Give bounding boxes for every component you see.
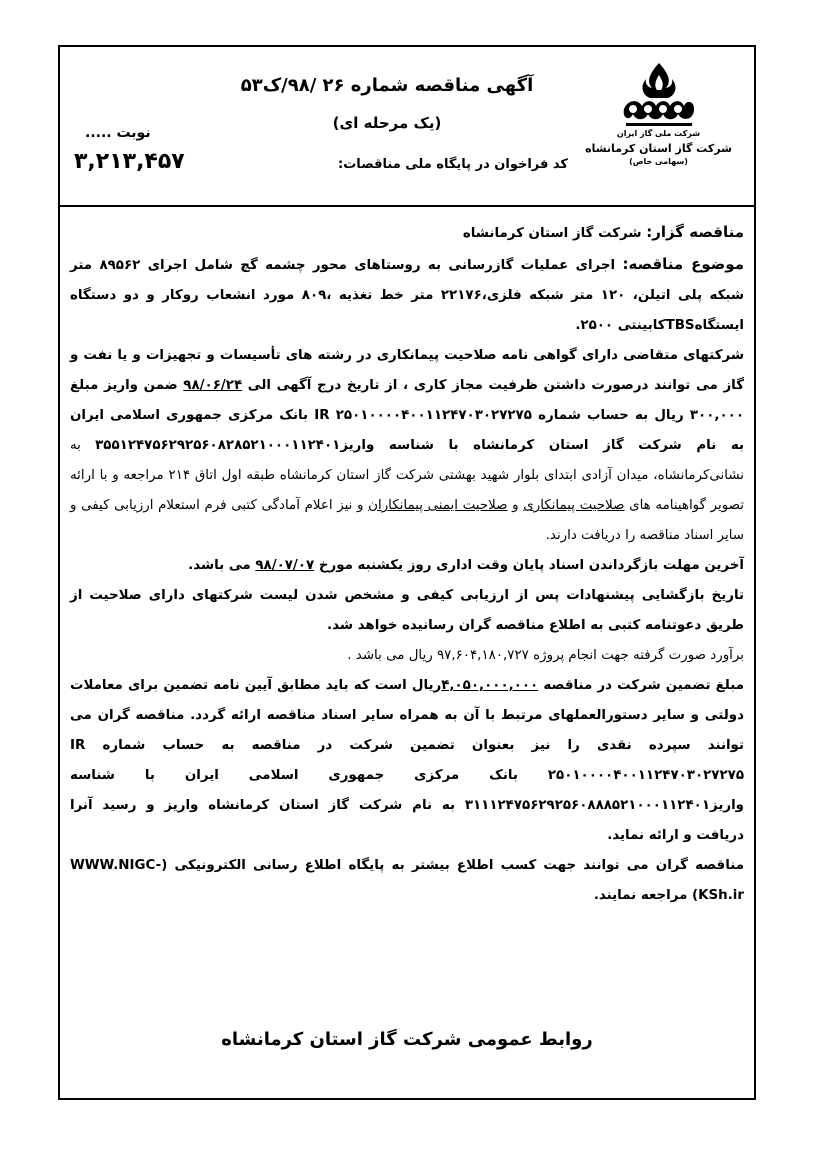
tender-code-value: ۳,۲۱۳,۴۵۷ [74, 149, 185, 174]
notice-subtitle: (یک مرحله ای) [332, 114, 442, 132]
website-text-1: مناقصه گران می توانند جهت کسب اطلاع بیشتر به پایگاه اطلاع رسانی الکترونیکی ( [161, 858, 744, 873]
nigc-flame-icon [620, 61, 698, 129]
notice-frame [58, 45, 756, 1100]
notice-title: آگهی مناقصه شماره ۲۶ /۹۸/ک۵۳ [240, 75, 534, 96]
tenderer-value: شرکت گاز استان کرمانشاه [462, 226, 647, 241]
website-paragraph [70, 851, 744, 911]
tender-code-label: کد فراخوان در پایگاه ملی مناقصات: [338, 157, 568, 172]
website-url[interactable]: WWW.NIGC-KSh.ir [70, 858, 744, 903]
contractor-safety-qualification: صلاحیت ایمنی پیمانکاران [368, 498, 508, 513]
guarantee-paragraph [70, 671, 744, 851]
company-logo [571, 61, 746, 166]
eligibility-text-4: و [507, 498, 524, 513]
eligibility-text-1: شرکتهای متقاضی دارای گواهی نامه صلاحیت پیمانکاری در رشته های تأسیسات و تجهیزات و یا نفت و گاز می توانند درصورت داشتن ظرفیت مجاز کاری ، از تاریخ درج آگهی الی [70, 348, 744, 393]
guarantee-text-2: ریال است که باید مطابق آیین نامه تضمین برای معاملات دولتی و سایر دستورالعملهای مرتبط با آن به همراه سایر اسناد مناقصه ارائه گردد. مناقصه گران می توانند سپرده نقدی را نیز بعنوان تضمین شرکت در مناقصه به حساب شماره [70, 678, 744, 753]
tenderer-label: مناقصه گزار: [646, 223, 744, 241]
bank-account-1: IR ۲۵۰۱۰۰۰۰۴۰۰۱۱۲۴۷۰۳۰۲۷۲۷۵ بانک مرکزی جمهوری اسلامی ایران به نام شرکت گاز استان کرمانشاه با شناسه واریز۳۵۵۱۲۴۷۵۶۲۹۲۵۶۰۸۲۸۵۲۱۰۰۰۱۱۲۴۰۱ [70, 408, 744, 453]
public-relations-signature: روابط عمومی شرکت گاز استان کرمانشاه [221, 1029, 593, 1050]
logo-company-name: شرکت ملی گاز ایران [616, 129, 701, 138]
tenderer-paragraph [70, 217, 744, 249]
return-deadline-paragraph [70, 551, 744, 581]
guarantee-text-1: مبلغ تضمین شرکت در مناقصه [538, 678, 745, 693]
round-label: نوبت ..... [85, 125, 151, 141]
guarantee-text-3: به نام شرکت گاز استان کرمانشاه واریز و رسید آنرا دریافت و ارائه نماید. [70, 798, 744, 843]
return-deadline-date: ۹۸/۰۷/۰۷ [255, 558, 315, 573]
deadline-date-1: ۹۸/۰۶/۲۴ [183, 378, 243, 393]
opening-paragraph: تاریخ بازگشایی پیشنهادات پس از ارزیابی کیفی و مشخص شدن لیست شرکتهای دارای صلاحیت از طریق دعوتنامه کتبی به اطلاع مناقصه گران رسانیده خواهد شد. [70, 588, 744, 633]
notice-header [60, 47, 754, 207]
tender-code-line [74, 149, 568, 174]
logo-sub-name: شرکت گاز استان کرمانشاه [585, 142, 732, 155]
subject-text: اجرای عملیات گازرسانی به روستاهای محور چشمه گچ شامل اجرای ۸۹۵۶۲ متر شبکه پلی اتیلن، ۱۲۰ متر شبکه فلزی،۲۲۱۷۶ متر خط تغذیه ،۸۰۹ مورد انشعاب روکار و دو دستگاه ایستگاهTBSکابینتی ۲۵۰۰. [70, 258, 745, 333]
return-deadline-text-2: می باشد. [188, 558, 256, 573]
notice-body [70, 217, 744, 911]
eligibility-text-2: ضمن واریز مبلغ ۳۰۰,۰۰۰ ریال به حساب شماره [70, 378, 744, 423]
eligibility-text-5: و نیز اعلام آمادگی کتبی فرم استعلام ارزیابی کیفی و سایر اسناد مناقصه را دریافت دارند. [70, 498, 744, 543]
bank-account-2: IR ۲۵۰۱۰۰۰۰۴۰۰۱۱۲۴۷۰۳۰۲۷۲۷۵ بانک مرکزی جمهوری اسلامی ایران با شناسه واریز۳۱۱۱۲۴۷۵۶۲۹۲۵۶۰۸۸۸۵۲۱۰۰۰۱۱۲۴۰۱ [70, 738, 744, 813]
contractor-qualification: صلاحیت پیمانکاری [523, 498, 625, 513]
guarantee-amount: ۴,۰۵۰,۰۰۰,۰۰۰ [441, 678, 539, 693]
logo-sub-type: (سهامی خاص) [629, 157, 688, 166]
estimate-paragraph: برآورد صورت گرفته جهت انجام پروژه ۹۷,۶۰۴,۱۸۰,۷۲۷ ریال می باشد . [347, 648, 744, 663]
subject-label: موضوع مناقصه: [622, 255, 744, 273]
subject-paragraph [70, 249, 744, 341]
website-text-2: ) مراجعه نمایند. [593, 888, 699, 903]
eligibility-text-3: به نشانی‌کرمانشاه، میدان آزادی ابتدای بلوار شهید بهشتی شرکت گاز استان کرمانشاه طبقه اول اتاق ۲۱۴ مراجعه و با ارائه تصویر گواهینامه های [70, 438, 744, 513]
return-deadline-text-1: آخرین مهلت بازگرداندن اسناد پایان وقت اداری روز یکشنبه مورخ [314, 558, 744, 573]
eligibility-paragraph [70, 341, 744, 551]
